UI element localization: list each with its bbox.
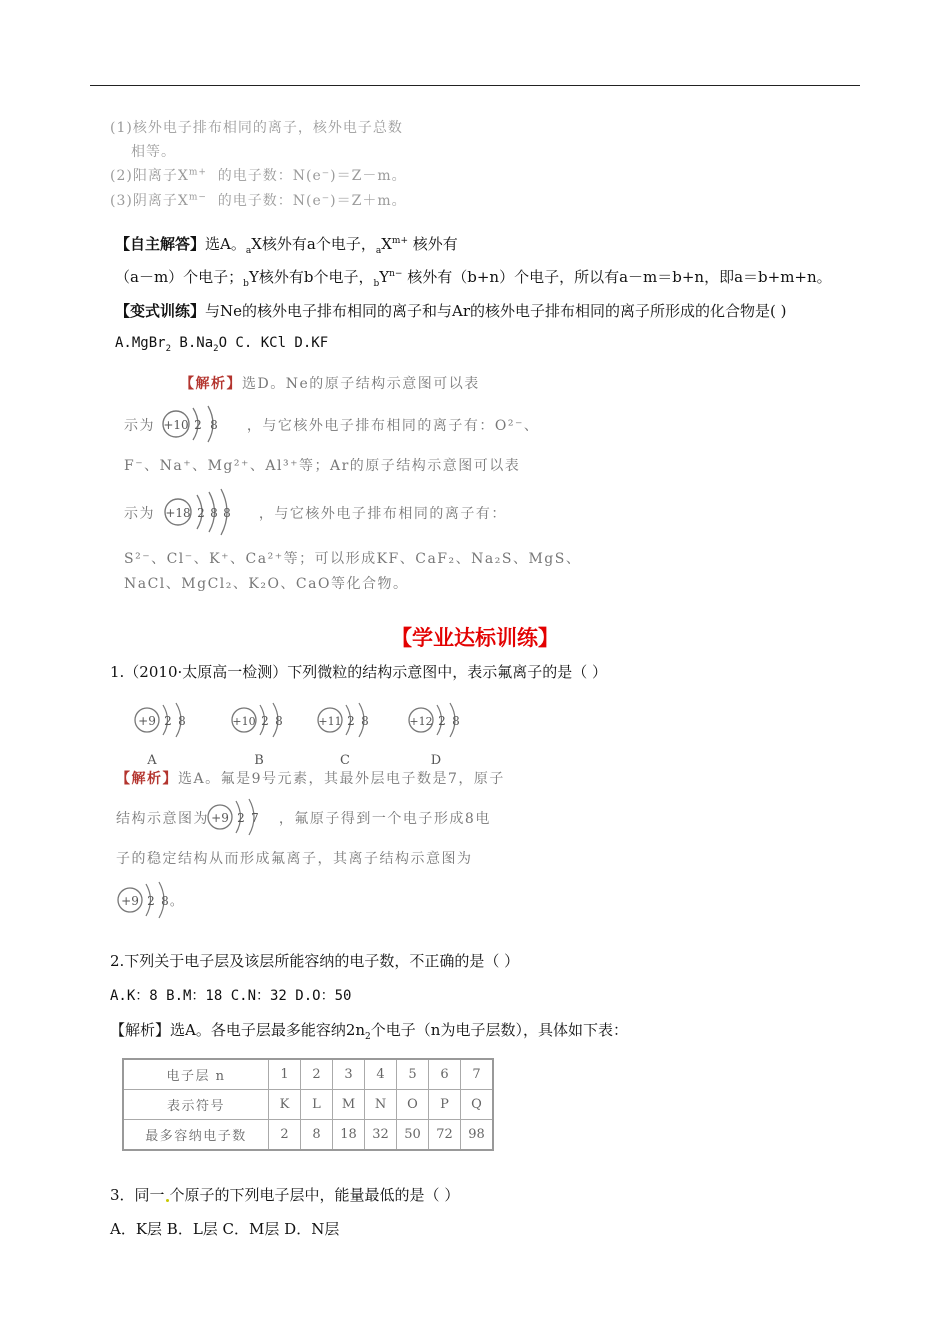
answer-line-1: 【自主解答】选A。$_a$X核外有a个电子，$_aX^{m+}$ 核外有	[115, 235, 458, 256]
note-line-4: (3)阴离子$X^{m-}$ 的电子数：N(e⁻)＝Z＋m。	[110, 192, 407, 209]
q1-a-label: A	[147, 753, 157, 768]
f-ion-nucleus: +9	[121, 894, 139, 908]
table-cell: 2	[269, 1120, 301, 1151]
q1-option-c-diagram	[315, 702, 390, 772]
q1-b-nucleus: +10	[232, 715, 256, 728]
q2-stem: 2.下列关于电子层及该层所能容纳的电子数，不正确的是（ ）	[110, 952, 520, 970]
table-cell: 3	[333, 1059, 365, 1090]
table-cell: K	[269, 1090, 301, 1120]
ar-atom-diagram	[163, 486, 255, 542]
q1-b-shell-1: 2	[261, 714, 269, 728]
table-cell: L	[301, 1090, 333, 1120]
f-ion-shell-2: 8	[161, 894, 169, 908]
variant-options: A.MgBr$_2$ $B.Na_2O$ C. KCl D.KF	[115, 335, 329, 354]
q1-b-shell-2: 8	[275, 714, 283, 728]
q1-d-label: D	[430, 753, 442, 768]
table-cell: P	[429, 1090, 461, 1120]
table-cell: 6	[429, 1059, 461, 1090]
variant-solution-line-5: S²⁻、Cl⁻、K⁺、Ca²⁺等；可以形成KF、CaF₂、Na₂S、MgS、	[124, 551, 582, 567]
table-row-header: 最多容纳电子数	[123, 1120, 269, 1151]
table-cell: 18	[333, 1120, 365, 1151]
variant-solution-line-2: 示为 ，与它核外电子排布相同的离子有：O²⁻、	[124, 418, 540, 434]
q2-solution: 【解析】选A。各电子层最多能容纳$2n_2$个电子（n为电子层数），具体如下表：	[110, 1021, 628, 1042]
q1-d-shell-2: 8	[452, 714, 460, 728]
q1-option-b-diagram	[229, 702, 304, 772]
table-cell: 50	[397, 1120, 429, 1151]
q1-solution-line-3: 子的稳定结构从而形成氟离子，其离子结构示意图为	[116, 851, 473, 867]
q1-solution-line-2: 结构示意图为 ，氟原子得到一个电子形成8电	[116, 811, 491, 827]
table-cell: 32	[365, 1120, 397, 1151]
q1-c-nucleus: +11	[318, 715, 342, 728]
ar-nucleus-label: +18	[165, 506, 191, 520]
table-cell: 72	[429, 1120, 461, 1151]
table-row	[123, 1059, 493, 1090]
q1-c-label: C	[340, 753, 350, 768]
q3-stem: 3．同一 个原子的下列电子层中，能量最低的是（ ）	[110, 1186, 460, 1204]
fluoride-ion-diagram	[116, 878, 196, 926]
table-cell: 98	[461, 1120, 494, 1151]
f-atom-shell-1: 2	[237, 811, 245, 825]
q1-option-a-diagram	[132, 702, 207, 772]
table-row-header: 表示符号	[123, 1090, 269, 1120]
note-line-1: (1)核外电子排布相同的离子，核外电子总数	[110, 120, 403, 136]
q1-c-shell-2: 8	[361, 714, 369, 728]
ne-atom-diagram	[160, 402, 240, 450]
fluorine-atom-diagram	[206, 795, 270, 843]
f-atom-nucleus: +9	[211, 811, 229, 825]
q1-option-d-diagram	[406, 702, 481, 772]
table-cell: O	[397, 1090, 429, 1120]
q1-b-label: B	[254, 753, 264, 768]
ne-shell-1: 2	[194, 418, 202, 432]
note-line-2: 相等。	[131, 144, 176, 160]
variant-question: 【变式训练】与Ne的核外电子排布相同的离子和与Ar的核外电子排布相同的离子所形成的化合物是( )	[115, 302, 787, 320]
q2-options: A.K：8 B.M：18 C.N：32 D.O：50	[110, 988, 352, 1004]
ar-shell-1: 2	[197, 506, 205, 520]
answer-line-2: （a－m）个电子；$_b$Y核外有b个电子，$_bY^{n-}$ 核外有（b+n）个电子，所以有a－m＝b+n，即a＝b+m+n。	[115, 268, 832, 289]
variant-solution-line-6: NaCl、MgCl₂、K₂O、CaO等化合物。	[124, 576, 409, 592]
table-cell: 1	[269, 1059, 301, 1090]
section-title: 【学业达标训练】	[391, 626, 559, 650]
table-cell: 7	[461, 1059, 494, 1090]
q1-c-shell-1: 2	[347, 714, 355, 728]
header-divider	[90, 85, 860, 86]
q1-stem: 1.（2010·太原高一检测）下列微粒的结构示意图中，表示氟离子的是（ ）	[110, 663, 608, 681]
table-row-header: 电子层 n	[123, 1059, 269, 1090]
variant-solution-line-1: 【解析】选D。Ne的原子结构示意图可以表	[180, 376, 480, 392]
table-cell: M	[333, 1090, 365, 1120]
table-row	[123, 1120, 493, 1151]
table-cell: Q	[461, 1090, 494, 1120]
q1-solution-line-1: 【解析】选A。氟是9号元素，其最外层电子数是7，原子	[116, 771, 505, 787]
ne-nucleus-label: +10	[163, 418, 189, 432]
q1-d-shell-1: 2	[438, 714, 446, 728]
q1-a-shell-1: 2	[164, 714, 172, 728]
variant-solution-line-3: F⁻、Na⁺、Mg²⁺、Al³⁺等；Ar的原子结构示意图可以表	[124, 458, 521, 474]
table-row	[123, 1090, 493, 1120]
table-cell: N	[365, 1090, 397, 1120]
ne-shell-2: 8	[210, 418, 218, 432]
ar-shell-2: 8	[210, 506, 218, 520]
ar-shell-3: 8	[223, 506, 231, 520]
electron-shell-table	[122, 1058, 494, 1151]
f-atom-shell-2: 7	[251, 811, 259, 825]
variant-solution-line-4: 示为 ，与它核外电子排布相同的离子有：	[124, 506, 507, 522]
q1-d-nucleus: +12	[409, 715, 433, 728]
table-cell: 8	[301, 1120, 333, 1151]
table-cell: 4	[365, 1059, 397, 1090]
q1-a-nucleus: +9	[138, 714, 156, 728]
f-ion-shell-1: 2	[147, 894, 155, 908]
note-line-3: (2)阳离子$X^{m+}$ 的电子数：N(e⁻)＝Z－m。	[110, 167, 407, 184]
q1-a-shell-2: 8	[178, 714, 186, 728]
f-ion-period: 。	[169, 894, 183, 908]
table-cell: 5	[397, 1059, 429, 1090]
q3-options: A．K层 B．L层 C．M层 D．N层	[110, 1220, 340, 1238]
table-cell: 2	[301, 1059, 333, 1090]
